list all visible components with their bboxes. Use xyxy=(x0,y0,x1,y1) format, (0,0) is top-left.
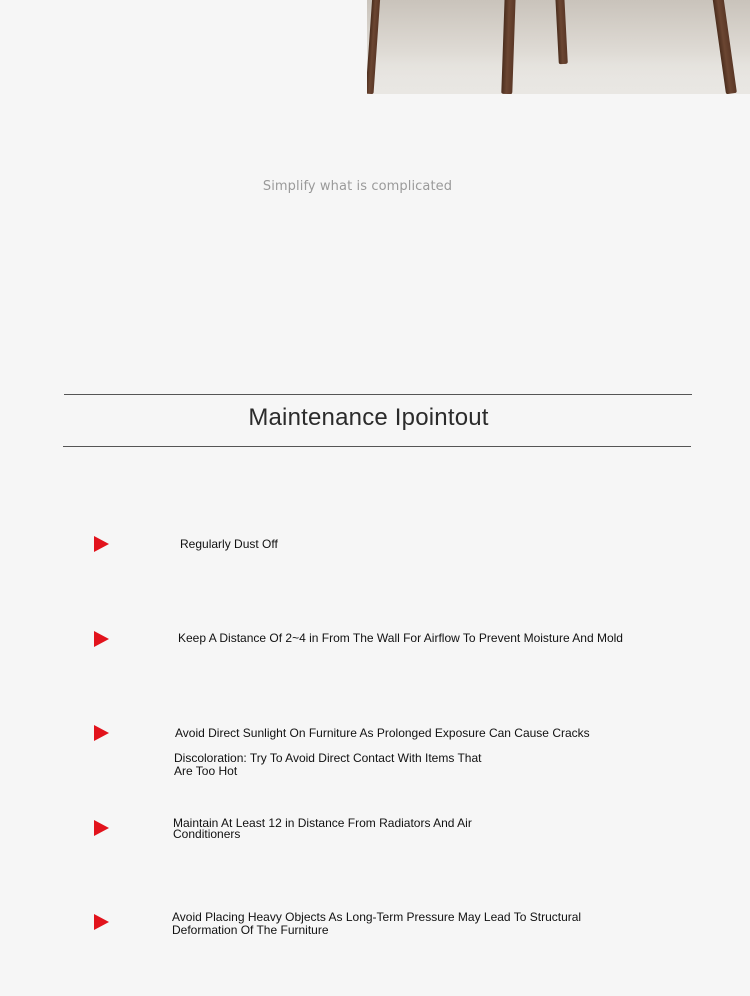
play-triangle-icon xyxy=(94,725,109,741)
tip-text: Keep A Distance Of 2~4 in From The Wall For Airflow To Prevent Moisture And Mold xyxy=(178,631,623,645)
play-triangle-icon xyxy=(94,536,109,552)
tip-text: Regularly Dust Off xyxy=(180,537,278,551)
tip-text-continued: Discoloration: Try To Avoid Direct Contact With Items That Are Too Hot xyxy=(174,751,482,778)
section-title: Maintenance Ipointout xyxy=(248,404,489,431)
play-triangle-icon xyxy=(94,631,109,647)
play-triangle-icon xyxy=(94,914,109,930)
tip-text: Maintain At Least 12 in Distance From Radiators And Air Conditioners xyxy=(173,816,472,841)
title-top-rule xyxy=(64,394,692,395)
title-bottom-rule xyxy=(63,446,691,447)
product-photo xyxy=(367,0,750,94)
tip-text: Avoid Direct Sunlight On Furniture As Prolonged Exposure Can Cause Cracks xyxy=(175,726,590,740)
play-triangle-icon xyxy=(94,820,109,836)
tagline: Simplify what is complicated xyxy=(262,179,453,194)
tip-text: Avoid Placing Heavy Objects As Long-Term Pressure May Lead To Structural Deformation Of The Furniture xyxy=(172,910,582,937)
